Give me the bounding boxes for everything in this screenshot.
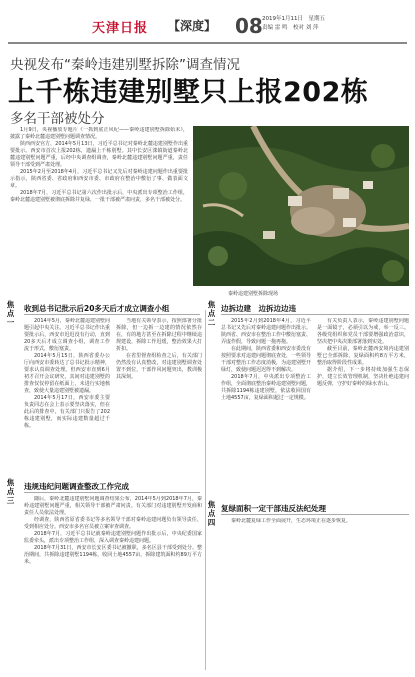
body-paragraph: 2014年5月15日，陕西省委办公厅向西安市委转达了总书记批示精神，要求认真调查处理。但西安市直到6月初才召开会议研究，其间对违建别墅的排查仅仅停留在纸面上，未进行实地核查，致使大量违建别墅被遗漏。 [24,353,110,394]
body-paragraph: 2018年7月，习近平总书记就秦岭违建别墅问题作出批示后，中央纪委国家监委牵头，派出专项整治工作组，深入调查秦岭违建问题。 [24,531,202,544]
body-paragraph: 2014年5月，秦岭北麓违建别墅问题引起中央关注。习近平总书记作出重要批示后，西安市迟迟没有行动，直到20多天后才成立调查小组，调查工作流于形式，敷衍塞责。 [24,318,110,352]
focus-label-2: 焦点二 [207,300,216,327]
body-column-3 [221,318,311,498]
newspaper-logo: 天津日报 [92,21,149,36]
body-paragraph: 有关负责人表示，秦岭违建别墅问题是一面镜子，必须引以为戒，举一反三。各级党组织和党员干部要增强政治意识，坚决把中央决策部署落到实处。 [317,318,409,345]
column-divider [205,310,206,670]
body-column-2 [116,318,202,470]
lead-paragraph: 2015年2月至2018年4月，习近平总书记又先后对秦岭违建问题作出重要批示指示，陕西省委、省政府和西安市委、市政府在整治中敷衍了事、做表面文章。 [10,169,188,189]
focus-label-3: 焦点三 [6,478,15,505]
lead-paragraph: 2018年7月，习近平总书记第六次作出批示后，中央派出专项整治工作组，秦岭北麓违建别墅被彻底拆除并复绿，一批干部被严肃问责，多名干部被处分。 [10,190,188,203]
body-paragraph: 2015年2月到2018年4月，习近平总书记又先后对秦岭违建问题作出批示。陕西省、西安市在整治工作中敷衍塞责、弄虚作假，导致问题一拖再拖。 [221,318,311,345]
body-paragraph: 随后，秦岭北麓违建别墅问题调查结果公布，2014年5月到2018年7月，秦岭违建别墅问题严重，相关领导干部被严肃问责。有关部门对违建别墅开发商和责任人员依法处理。 [24,496,202,516]
section-rule [221,314,409,315]
section-rule [221,514,409,515]
article-subtitle: 多名干部被处分 [10,111,105,127]
aerial-photo-illustration [193,126,409,286]
body-column-1 [24,318,110,470]
lead-paragraph: 陕西西安官方，2014年5月13日，习近平总书记对秦岭北麓违建别墅作出重要批示。西安市首次上报202栋，遗漏上千栋别墅。其中长安区滦镇街道秦岭北麓违建别墅问题严重，后经中央调查组调查，秦岭北麓违建别墅问题严重，责任领导干部受到严肃处理。 [10,141,188,168]
section-title-2: 边拆边建 边拆边边违 [221,304,296,313]
page-number: 08 [235,14,263,38]
body-paragraph: 经调查，陕西省原省委书记等多名领导干部对秦岭违建问题负有领导责任，受到相应处分。西安市多名官员被立案审查调查。 [24,517,202,530]
body-paragraph: 2014年5月17日，西安市委主要负责同志在会上表示要坚决落实，但在此后的排查中，有关部门只报告了202栋违建别墅，而实际违建数量超过千栋。 [24,395,110,429]
body-paragraph: 2018年7月，中央派出专项整治工作组，全面彻底整治秦岭违建别墅问题，共拆除1194栋违建别墅，依法收回国有土地4557亩，复绿面积超过一定规模。 [221,374,311,401]
photo-caption: 秦岭违建别墅拆除现场 [228,291,279,297]
focus-label-1: 焦点一 [6,300,15,327]
editor-credits: 责编 雷 鸣 校对 刘 萍 [262,25,319,31]
lead-paragraph: 1月9日，央视播放专题片《一抓到底正风纪——秦岭违建别墅拆除始末》，披露了秦岭北麓违建别墅问题调查情况。 [10,127,188,140]
section-rule [24,314,200,315]
section-title-4: 复绿面积一定干部违反法纪处理 [221,504,326,513]
section-title-3: 违规违纪问题调查整改工作完成 [24,482,129,491]
body-paragraph: 2018年7月31日，西安市长安区委书记被撤职，多名区县干部受到处分。整治期间，共拆除违建别墅1194栋，收回土地4557亩，拆除建筑面积约89万平方米。 [24,545,202,565]
body-paragraph: 据介绍，下一步将持续加强生态保护，建立长效管理机制，坚决杜绝违建问题反弹，守护好秦岭的绿水青山。 [317,367,409,387]
body-paragraph: 在此期间，陕西省委和西安市委没有按照要求对违建问题彻底查处，一些领导干部对整治工作态度消极，为违建别墅开绿灯，致使问题迟迟得不到解决。 [221,346,311,373]
aerial-photo [193,126,409,286]
body-paragraph: 截至目前，秦岭北麓西安境内违建别墅已全部拆除，复绿面积约8万平方米，整治取得阶段性成果。 [317,346,409,366]
focus-label-4: 焦点四 [207,500,216,527]
article-kicker: 央视发布“秦岭违建别墅拆除”调查情况 [10,57,240,73]
body-paragraph: 在省里督查组检查之后，有关部门仍然没有认真整改，对违建别墅调查处置不到位，干部作风问题突出，教训极其深刻。 [116,353,202,380]
body-column-5 [221,518,409,670]
lead-text [10,127,188,289]
section-tag: 【深度】 [168,19,217,33]
section-rule [24,492,200,493]
body-paragraph: 当地有关领导表示，按照部署分批拆除，但一边拆一边建的情况依然存在，有的地方甚至在拆除过程中继续违规建设，拆除工作迟缓，整治效果大打折扣。 [116,318,202,352]
body-column-4 [24,496,202,670]
publication-date: 2019年1月11日 星期五 [262,16,325,22]
body-column-6 [317,318,409,498]
article-headline: 上千栋违建别墅只上报202栋 [8,77,369,108]
newspaper-header [0,0,415,50]
body-paragraph: 秦岭北麓复绿工作全面展开，生态环境正在逐步恢复。 [231,518,352,524]
section-title-1: 收到总书记批示后20多天后才成立调查小组 [24,304,170,313]
header-divider [8,42,407,44]
